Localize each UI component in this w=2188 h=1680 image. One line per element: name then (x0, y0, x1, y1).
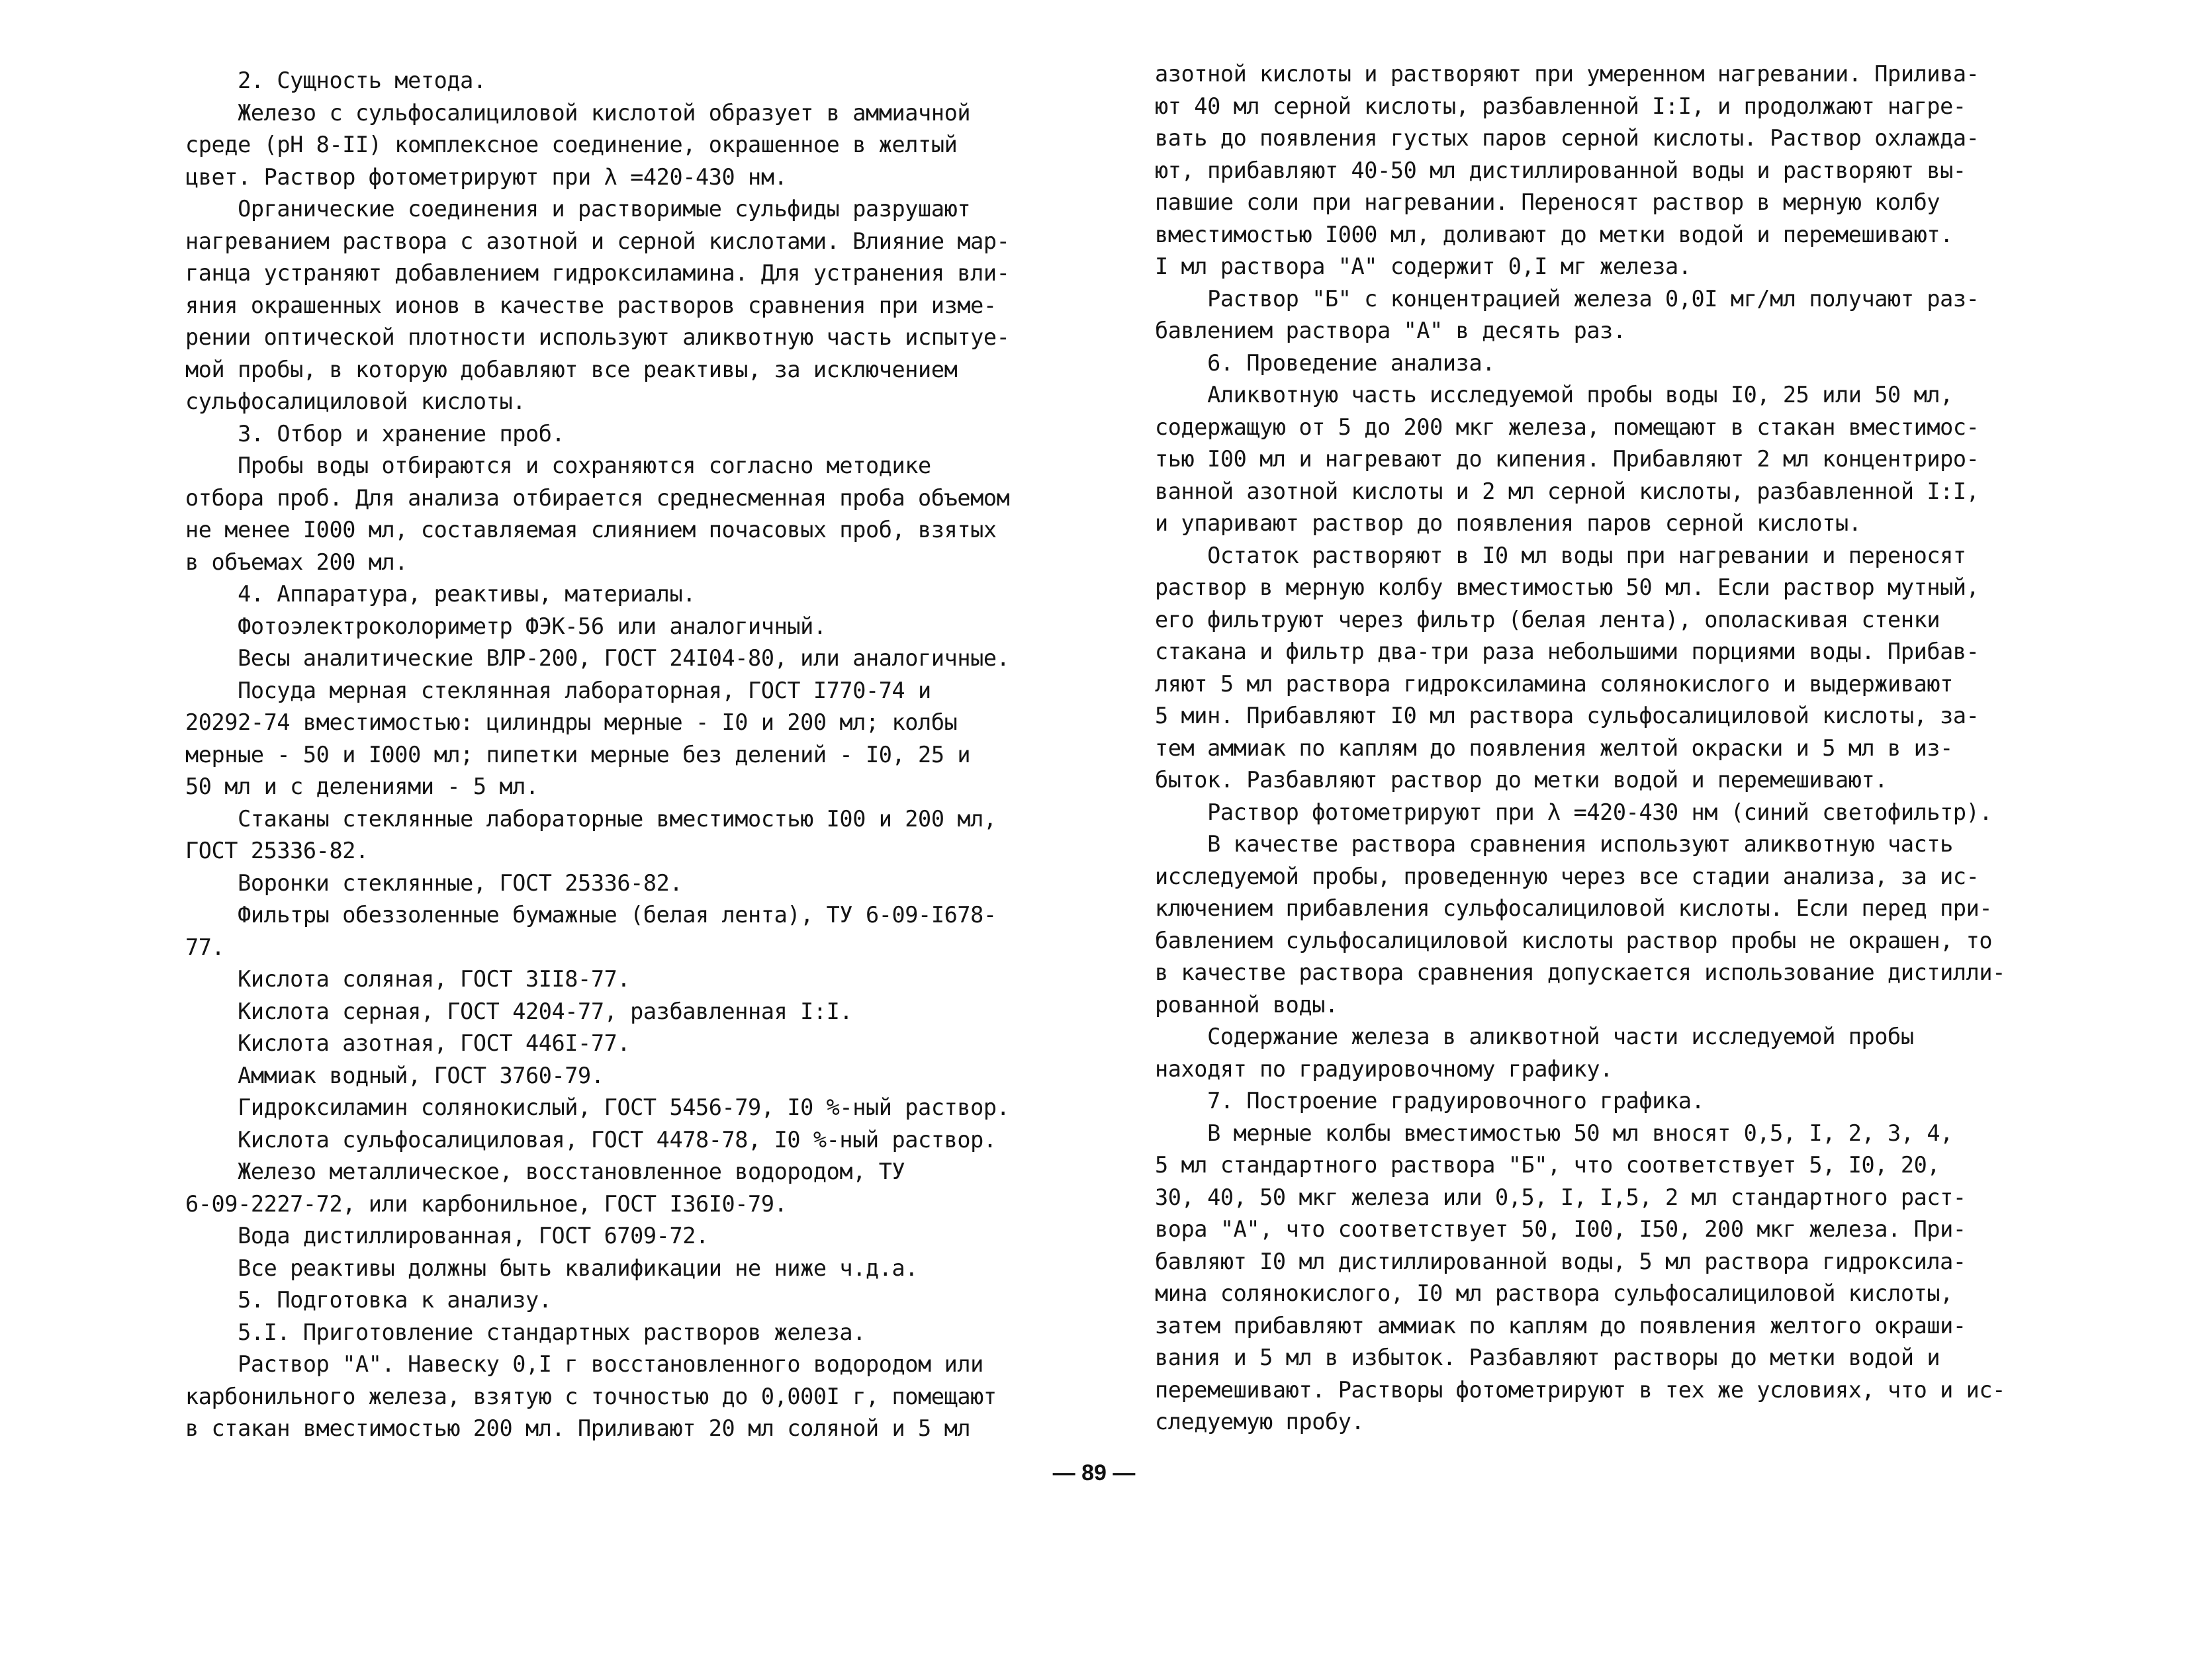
text-line: в стакан вместимостью 200 мл. Приливают 20 мл соляной и 5 мл (185, 1415, 971, 1441)
text-line: ляют 5 мл раствора гидроксиламина солянокислого и выдерживают (1155, 670, 1953, 697)
right-column (1155, 58, 2005, 1438)
text-line: Кислота серная, ГОСТ 4204-77, разбавленная I:I. (185, 998, 853, 1024)
text-line: карбонильного железа, взятую с точностью до 0,000I г, помещают (185, 1383, 997, 1409)
text-line: азотной кислоты и растворяют при умеренном нагревании. Прилива- (1155, 61, 1980, 87)
text-line: Кислота сульфосалициловая, ГОСТ 4478-78, I0 %-ный раствор. (185, 1126, 997, 1153)
text-line: Стаканы стеклянные лабораторные вместимостью I00 и 200 мл, (185, 805, 997, 832)
text-line: отбора проб. Для анализа отбирается среднесменная проба объемом (185, 484, 1010, 511)
text-line: 5. Подготовка к анализу. (185, 1287, 552, 1313)
text-line: мерные - 50 и I000 мл; пипетки мерные без делений - I0, 25 и (185, 741, 971, 768)
text-line: мой пробы, в которую добавляют все реактивы, за исключением (185, 356, 958, 382)
text-line: 5 мл стандартного раствора "Б", что соответствует 5, I0, 20, (1155, 1152, 1940, 1178)
text-line: Все реактивы должны быть квалификации не ниже ч.д.а. (185, 1255, 919, 1281)
text-line: находят по градуировочному графику. (1155, 1055, 1613, 1082)
text-line: 20292-74 вместимостью: цилиндры мерные - I0 и 200 мл; колбы (185, 709, 958, 735)
page-number: — 89 — (1052, 1460, 1136, 1485)
text-line: Воронки стеклянные, ГОСТ 25336-82. (185, 869, 683, 896)
text-line: 77. (185, 934, 225, 960)
text-line: 30, 40, 50 мкг железа или 0,5, I, I,5, 2 мл стандартного раст- (1155, 1184, 1966, 1210)
text-line: вместимостью I000 мл, доливают до метки водой и перемешивают. (1155, 221, 1953, 247)
text-line: в объемах 200 мл. (185, 549, 408, 575)
text-line: в качестве раствора сравнения допускается использование дистилли- (1155, 959, 2005, 985)
text-line: среде (рН 8-II) комплексное соединение, окрашенное в желтый (185, 132, 958, 157)
text-line: перемешивают. Растворы фотометрируют в тех же условиях, что и ис- (1155, 1376, 2005, 1403)
text-line: его фильтруют через фильтр (белая лента), ополаскивая стенки (1155, 606, 1940, 633)
text-line: ГОСТ 25336-82. (185, 838, 369, 863)
text-line: Раствор "Б" с концентрацией железа 0,0I мг/мл получают раз- (1155, 285, 1980, 312)
text-line: рованной воды. (1155, 991, 1338, 1018)
text-line: ключением прибавления сульфосалициловой кислоты. Если перед при- (1155, 895, 1993, 921)
text-line: тем аммиак по каплям до появления желтой окраски и 5 мл в из- (1155, 734, 1953, 761)
text-line: Пробы воды отбираются и сохраняются согласно методике (185, 453, 931, 478)
text-line: павшие соли при нагревании. Переносят раствор в мерную колбу (1155, 189, 1940, 215)
text-line: сульфосалициловой кислоты. (185, 388, 525, 414)
text-line: нагреванием раствора с азотной и серной кислотами. Влияние мар- (185, 228, 1010, 254)
text-line: ют, прибавляют 40-50 мл дистиллированной воды и растворяют вы- (1155, 157, 1966, 183)
text-line: Вода дистиллированная, ГОСТ 6709-72. (185, 1223, 709, 1249)
text-line: 7. Построение градуировочного графика. (1155, 1088, 1705, 1114)
text-line: 6. Проведение анализа. (1155, 349, 1495, 376)
text-line: 5 мин. Прибавляют I0 мл раствора сульфосалициловой кислоты, за- (1155, 703, 1980, 729)
text-line: стакана и фильтр два-три раза небольшими порциями воды. Прибав- (1155, 639, 1980, 664)
text-line: бавляют I0 мл дистиллированной воды, 5 мл раствора гидроксила- (1155, 1248, 1966, 1274)
text-line: ганца устраняют добавлением гидроксиламина. Для устранения вли- (185, 260, 1010, 286)
text-line: цвет. Раствор фотометрируют при λ =420-430 нм. (185, 163, 788, 190)
text-line: Содержание железа в аликвотной части исследуемой пробы (1155, 1024, 1914, 1049)
text-line: вора "А", что соответствует 50, I00, I50, 200 мкг железа. При- (1155, 1216, 1966, 1242)
text-line: 5.I. Приготовление стандартных растворов железа. (185, 1319, 866, 1345)
text-line: тью I00 мл и нагревают до кипения. Прибавляют 2 мл концентриро- (1155, 446, 1980, 472)
text-line: Гидроксиламин солянокислый, ГОСТ 5456-79, I0 %-ный раствор. (185, 1094, 1010, 1120)
text-line: Аликвотную часть исследуемой пробы воды I0, 25 или 50 мл, (1155, 382, 1953, 408)
text-line: Раствор "А". Навеску 0,I г восстановленного водородом или (185, 1351, 983, 1377)
text-line: Аммиак водный, ГОСТ 3760-79. (185, 1062, 604, 1088)
text-line: Раствор фотометрируют при λ =420-430 нм (синий светофильтр). (1155, 799, 1993, 825)
text-line: затем прибавляют аммиак по каплям до появления желтого окраши- (1155, 1312, 1966, 1339)
text-line: 2. Сущность метода. (185, 67, 486, 93)
left-column (185, 65, 1009, 1445)
text-line: Кислота соляная, ГОСТ 3II8-77. (185, 966, 631, 992)
text-line: раствор в мерную колбу вместимостью 50 мл. Если раствор мутный, (1155, 574, 1980, 600)
text-line: В мерные колбы вместимостью 50 мл вносят 0,5, I, 2, 3, 4, (1155, 1120, 1953, 1146)
text-line: I мл раствора "А" содержит 0,I мг железа. (1155, 253, 1692, 279)
text-line: рении оптической плотности используют аликвотную часть испытуе- (185, 324, 1010, 350)
text-line: и упаривают раствор до появления паров серной кислоты. (1155, 510, 1862, 536)
text-line: не менее I000 мл, составляемая слиянием почасовых проб, взятых (185, 517, 997, 543)
text-line: 4. Аппаратура, реактивы, материалы. (185, 581, 696, 607)
text-line: ют 40 мл серной кислоты, разбавленной I:I, и продолжают нагре- (1155, 93, 1966, 119)
text-line: содержащую от 5 до 200 мкг железа, помещают в стакан вместимос- (1155, 414, 1980, 440)
text-line: следуемую пробу. (1155, 1409, 1365, 1435)
text-line: Фильтры обеззоленные бумажные (белая лента), ТУ 6-09-I678- (185, 902, 997, 928)
text-line: быток. Разбавляют раствор до метки водой и перемешивают. (1155, 767, 1888, 793)
text-line: Железо металлическое, восстановленное водородом, ТУ (185, 1159, 905, 1184)
text-line: Весы аналитические ВЛР-200, ГОСТ 24I04-80, или аналогичные. (185, 645, 1010, 671)
text-line: бавлением раствора "А" в десять раз. (1155, 318, 1626, 343)
text-line: мина солянокислого, I0 мл раствора сульфосалициловой кислоты, (1155, 1280, 1953, 1306)
text-line: Фотоэлектроколориметр ФЭК-56 или аналогичный. (185, 613, 827, 639)
text-line: В качестве раствора сравнения используют аликвотную часть (1155, 831, 1953, 857)
text-line: Органические соединения и растворимые сульфиды разрушают (185, 196, 971, 222)
text-line: вания и 5 мл в избыток. Разбавляют растворы до метки водой и (1155, 1345, 1940, 1370)
text-line: 6-09-2227-72, или карбонильное, ГОСТ I36I0-79. (185, 1190, 788, 1217)
text-line: Остаток растворяют в I0 мл воды при нагревании и переносят (1155, 542, 1966, 568)
text-line: бавлением сульфосалициловой кислоты раствор пробы не окрашен, то (1155, 927, 1993, 953)
text-line: Кислота азотная, ГОСТ 446I-77. (185, 1030, 631, 1056)
text-line: исследуемой пробы, проведенную через все стадии анализа, за ис- (1155, 863, 1980, 889)
text-line: Железо с сульфосалициловой кислотой образует в аммиачной (185, 99, 971, 126)
text-line: 3. Отбор и хранение проб. (185, 420, 565, 447)
text-line: яния окрашенных ионов в качестве растворов сравнения при изме- (185, 292, 997, 318)
text-line: 50 мл и с делениями - 5 мл. (185, 774, 539, 799)
text-line: вать до появления густых паров серной кислоты. Раствор охлажда- (1155, 125, 1980, 151)
text-line: Посуда мерная стеклянная лабораторная, ГОСТ I770-74 и (185, 677, 931, 703)
text-line: ванной азотной кислоты и 2 мл серной кислоты, разбавленной I:I, (1155, 478, 1980, 504)
